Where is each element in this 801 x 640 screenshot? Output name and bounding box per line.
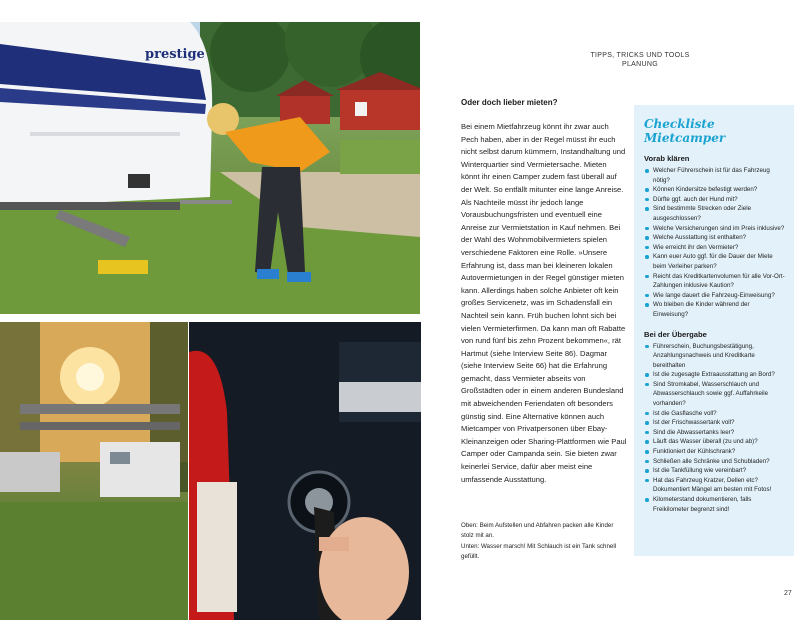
article-heading: Oder doch lieber mieten?	[461, 98, 558, 107]
checklist-item: Sind bestimmte Strecken oder Ziele ausgeschlossen?	[644, 204, 786, 223]
caravan-brand-lettering: prestige	[145, 47, 205, 62]
page-number: 27	[784, 590, 792, 597]
checklist-section-heading: Vorab klären	[644, 154, 690, 163]
header-section: TIPPS, TRICKS UND TOOLS	[590, 52, 690, 59]
photo-water-tank-filling	[189, 322, 421, 620]
checklist-item: Sind Stromkabel, Wasserschlauch und Abwasserschlauch sowie ggf. Auffahrkeile vorhanden?	[644, 380, 786, 409]
checklist-item: Welcher Führerschein ist für das Fahrzeug nötig?	[644, 166, 786, 185]
checklist-item: Ist die Gasflasche voll?	[644, 409, 786, 419]
checklist-item: Schließen alle Schränke und Schubladen?	[644, 457, 786, 467]
photo-water-tank-illustration	[189, 322, 421, 620]
checklist-item: Welche Ausstattung ist enthalten?	[644, 233, 786, 243]
photo-campsite-sunset-illustration	[0, 322, 188, 620]
checklist-item: Ist der Frischwassertank voll?	[644, 418, 786, 428]
checklist-item: Funktioniert der Kühlschrank?	[644, 447, 786, 457]
checklist-item: Sind die Abwassertanks leer?	[644, 428, 786, 438]
checklist-item: Können Kindersitze befestigt werden?	[644, 185, 786, 195]
photo-caravan-child-illustration	[0, 22, 420, 314]
page-header	[540, 51, 740, 69]
caption-top: Oben: Beim Aufstellen und Abfahren packen alle Kinder stolz mit an.	[461, 522, 614, 539]
checklist-item: Kann euer Auto ggf. für die Dauer der Miete beim Verleiher parken?	[644, 252, 786, 271]
photo-caravan-child	[0, 22, 420, 314]
checklist-item: Wo bleiben die Kinder während der Einweisung?	[644, 300, 786, 319]
checklist-item: Ist die zugesagte Extraausstattung an Bord?	[644, 370, 786, 380]
caption-bottom: Unten: Wasser marsch! Mit Schlauch ist ein Tank schnell gefüllt.	[461, 543, 617, 560]
checklist-box	[634, 105, 794, 556]
checklist-item: Führerschein, Buchungsbestätigung, Anzahlungsnachweis und Kreditkarte bereithalten	[644, 342, 786, 371]
checklist-item: Reicht das Kreditkartenvolumen für alle Vor-Ort-Zahlungen inklusive Kaution?	[644, 272, 786, 291]
checklist-item: Wie erreicht ihr den Vermieter?	[644, 243, 786, 253]
checklist-item: Hat das Fahrzeug Kratzer, Dellen etc? Dokumentiert Mängel am besten mit Fotos!	[644, 476, 786, 495]
checklist-item: Ist die Tankfüllung wie vereinbart?	[644, 466, 786, 476]
checklist-item: Dürfte ggf. auch der Hund mit?	[644, 195, 786, 205]
article-body: Bei einem Mietfahrzeug könnt ihr zwar auch Pech haben, aber in der Regel müsst ihr euch nicht selbst darum kümmern, Instandhaltung und Winterquartier sind Vermietersache. Mieten könnt ihr einen Camper zudem fast überall auf der Welt. So entfällt mitunter eine lange Anreise. Als Nachteile müsst ihr jedoch lange Vorausbuchungsfristen und eventuell eine Anreise zur Vermietstation in Kauf nehmen. Bei der Wahl des Wohnmobilvermieters spielen verschiedene Faktoren eine Rolle. »Unsere Erfahrung ist, dass man bei kleineren lokalen Autovermietungen in der Regel günstiger mieten kann. Allerdings haben solche Anbieter oft kein großes Servicenetz, was im Schadensfall ein Nachteil sein kann. Früh buchen lohnt sich bei vielen Vermieterfirmen. Da kann man oft Rabatte von rund fünf bis zehn Prozent bekommen«, rät Hartmut (siehe Interview Seite 86). Dagmar (siehe Interview Seite 66) hat die Erfahrung gemacht, dass Vermieter abseits von Großstädten oder in einem anderen Bundesland mit abweichenden Feriendaten oft besonders günstig sind. Eine Alternative können auch Mietcamper von Privatpersonen über Ebay-Kleinanzeigen oder Sharing-Plattformen wie Paul Camper oder Campanda sein. Sie bieten zwar keinerlei Service, dafür aber meist eine umfassende Ausstattung.	[461, 122, 627, 484]
checklist-item: Welche Versicherungen sind im Preis inklusive?	[644, 224, 786, 234]
article-column	[461, 98, 627, 486]
photo-caption	[461, 521, 623, 563]
checklist-item: Läuft das Wasser überall (zu und ab)?	[644, 437, 786, 447]
checklist-list-vorab	[644, 166, 786, 320]
checklist-list-uebergabe	[644, 342, 786, 515]
checklist-section-heading: Bei der Übergabe	[644, 329, 707, 339]
checklist-item: Wie lange dauert die Fahrzeug-Einweisung?	[644, 291, 786, 301]
photo-campsite-sunset	[0, 322, 188, 620]
checklist-item: Kilometerstand dokumentieren, falls Freikilometer begrenzt sind!	[644, 495, 786, 514]
header-subsection: PLANUNG	[622, 61, 658, 68]
checklist-title: Checkliste Mietcamper	[644, 117, 726, 145]
